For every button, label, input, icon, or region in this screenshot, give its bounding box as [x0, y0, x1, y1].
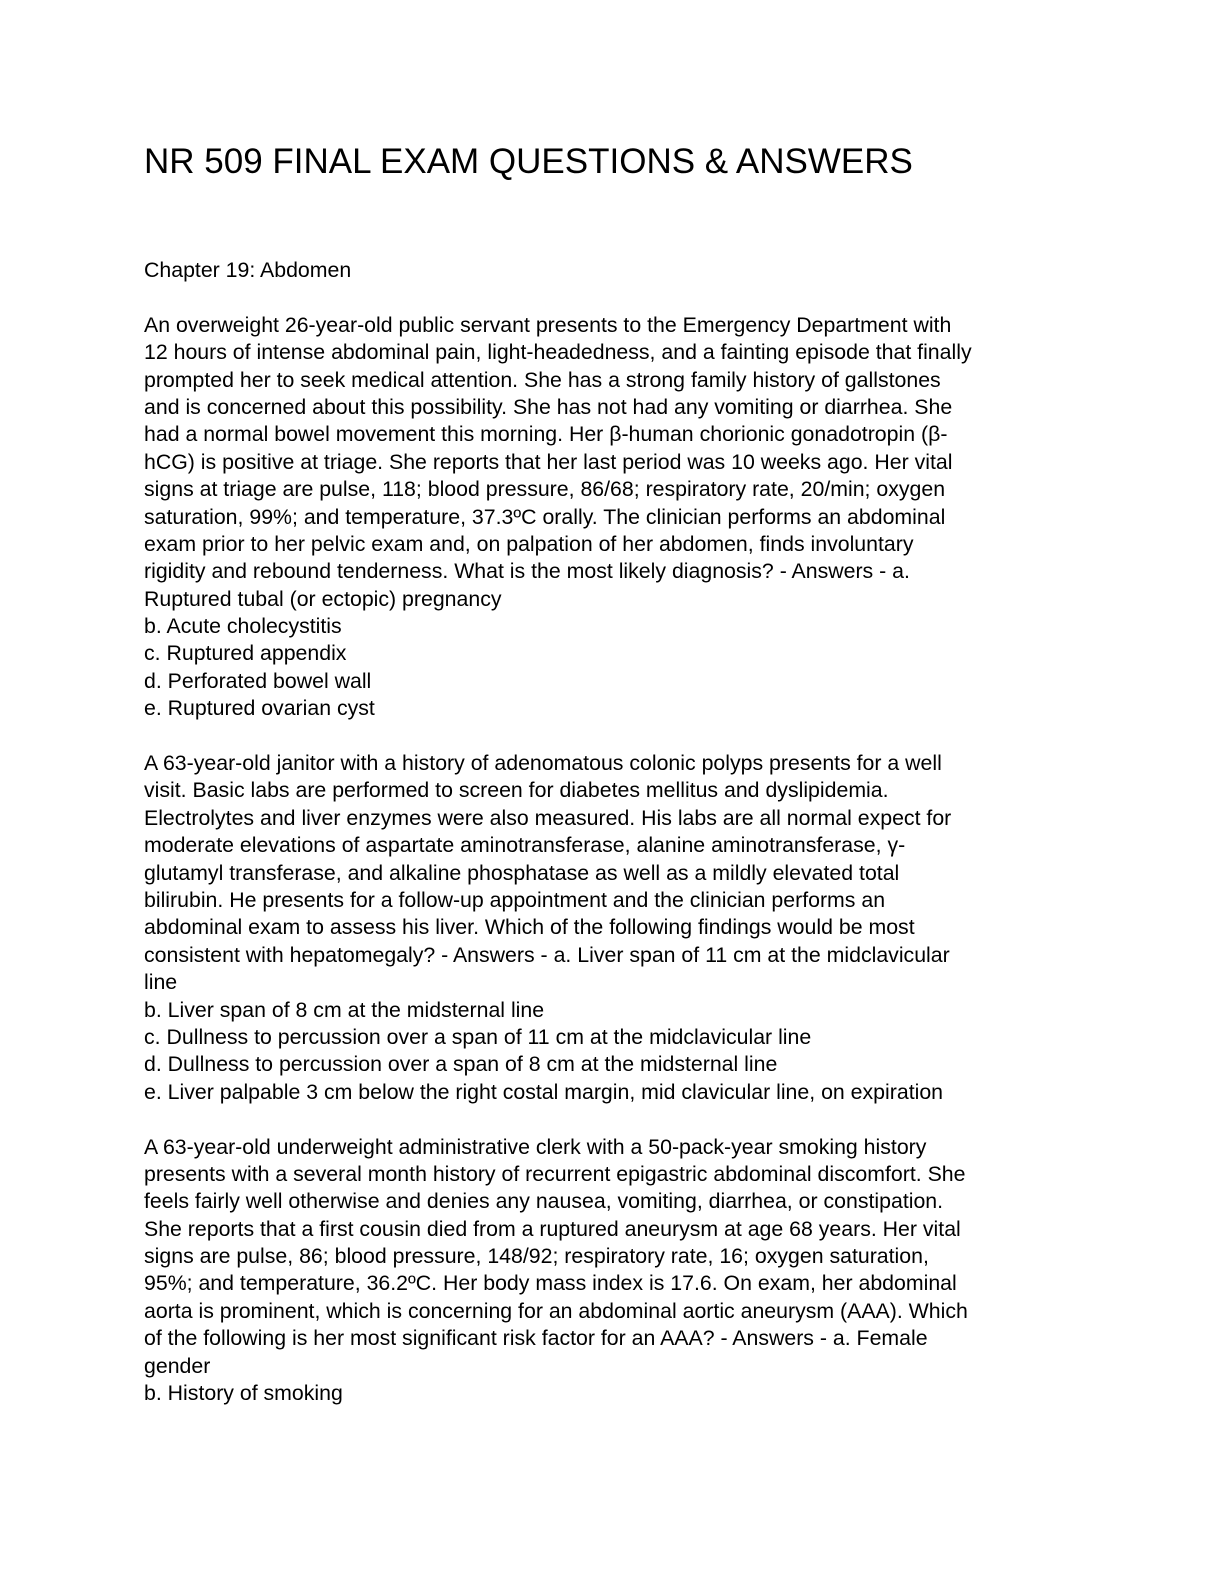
question-line: rigidity and rebound tenderness. What is the most likely diagnosis? - Answers - a.: [144, 559, 910, 584]
question-line: A 63-year-old underweight administrative clerk with a 50-pack-year smoking history: [144, 1134, 927, 1159]
answer-option: d. Dullness to percussion over a span of 8 cm at the midsternal line: [144, 1052, 778, 1077]
question-line: presents with a several month history of recurrent epigastric abdominal discomfort. She: [144, 1161, 966, 1186]
answer-option: e. Ruptured ovarian cyst: [144, 696, 375, 721]
answer-option: b. Liver span of 8 cm at the midsternal line: [144, 997, 545, 1022]
question-line: hCG) is positive at triage. She reports that her last period was 10 weeks ago. Her vital: [144, 449, 953, 474]
question-line: A 63-year-old janitor with a history of adenomatous colonic polyps presents for a well: [144, 751, 942, 776]
paragraph-gap: [144, 1106, 1080, 1133]
answer-option: d. Perforated bowel wall: [144, 668, 372, 693]
document-title: NR 509 FINAL EXAM QUESTIONS & ANSWERS: [144, 142, 913, 181]
answer-option: line: [144, 970, 178, 995]
question-3: [144, 1134, 1080, 1408]
question-2: [144, 750, 1080, 1106]
answer-option: b. History of smoking: [144, 1381, 343, 1406]
question-line: She reports that a first cousin died from a ruptured aneurysm at age 68 years. Her vital: [144, 1216, 961, 1241]
question-line: visit. Basic labs are performed to screen for diabetes mellitus and dyslipidemia.: [144, 778, 889, 803]
question-line: feels fairly well otherwise and denies any nausea, vomiting, diarrhea, or constipation.: [144, 1189, 944, 1214]
question-line: saturation, 99%; and temperature, 37.3ºC orally. The clinician performs an abdominal: [144, 504, 946, 529]
question-line: 95%; and temperature, 36.2ºC. Her body mass index is 17.6. On exam, her abdominal: [144, 1271, 957, 1296]
question-line: consistent with hepatomegaly? - Answers - a. Liver span of 11 cm at the midclavicular: [144, 942, 950, 967]
question-line: and is concerned about this possibility. She has not had any vomiting or diarrhea. She: [144, 394, 953, 419]
question-line: had a normal bowel movement this morning. Her β-human chorionic gonadotropin (β-: [144, 422, 948, 447]
document-body: [144, 257, 1080, 1407]
question-line: bilirubin. He presents for a follow-up appointment and the clinician performs an: [144, 887, 886, 912]
question-line: moderate elevations of aspartate aminotransferase, alanine aminotransferase, γ-: [144, 833, 906, 858]
answer-option: e. Liver palpable 3 cm below the right costal margin, mid clavicular line, on expiration: [144, 1079, 944, 1104]
question-line: 12 hours of intense abdominal pain, light-headedness, and a fainting episode that finally: [144, 340, 972, 365]
answer-option: b. Acute cholecystitis: [144, 614, 342, 639]
question-line: glutamyl transferase, and alkaline phosphatase as well as a mildly elevated total: [144, 860, 900, 885]
question-line: abdominal exam to assess his liver. Which of the following findings would be most: [144, 915, 915, 940]
paragraph-gap: [144, 284, 1080, 311]
question-line: of the following is her most significant risk factor for an AAA? - Answers - a. Female: [144, 1326, 928, 1351]
answer-option: gender: [144, 1353, 211, 1378]
question-line: prompted her to seek medical attention. She has a strong family history of gallstones: [144, 367, 941, 392]
question-line: aorta is prominent, which is concerning for an abdominal aortic aneurysm (AAA). Which: [144, 1298, 968, 1323]
question-line: exam prior to her pelvic exam and, on palpation of her abdomen, finds involuntary: [144, 531, 914, 556]
paragraph-gap: [144, 723, 1080, 750]
question-line: An overweight 26-year-old public servant presents to the Emergency Department with: [144, 312, 952, 337]
question-line: Electrolytes and liver enzymes were also measured. His labs are all normal expect for: [144, 805, 952, 830]
answer-option: Ruptured tubal (or ectopic) pregnancy: [144, 586, 502, 611]
answer-option: c. Dullness to percussion over a span of 11 cm at the midclavicular line: [144, 1024, 812, 1049]
question-line: signs at triage are pulse, 118; blood pressure, 86/68; respiratory rate, 20/min; oxygen: [144, 477, 946, 502]
chapter-heading: Chapter 19: Abdomen: [144, 258, 352, 282]
question-1: [144, 312, 1080, 723]
answer-option: c. Ruptured appendix: [144, 641, 347, 666]
question-line: signs are pulse, 86; blood pressure, 148/92; respiratory rate, 16; oxygen saturation,: [144, 1244, 929, 1269]
